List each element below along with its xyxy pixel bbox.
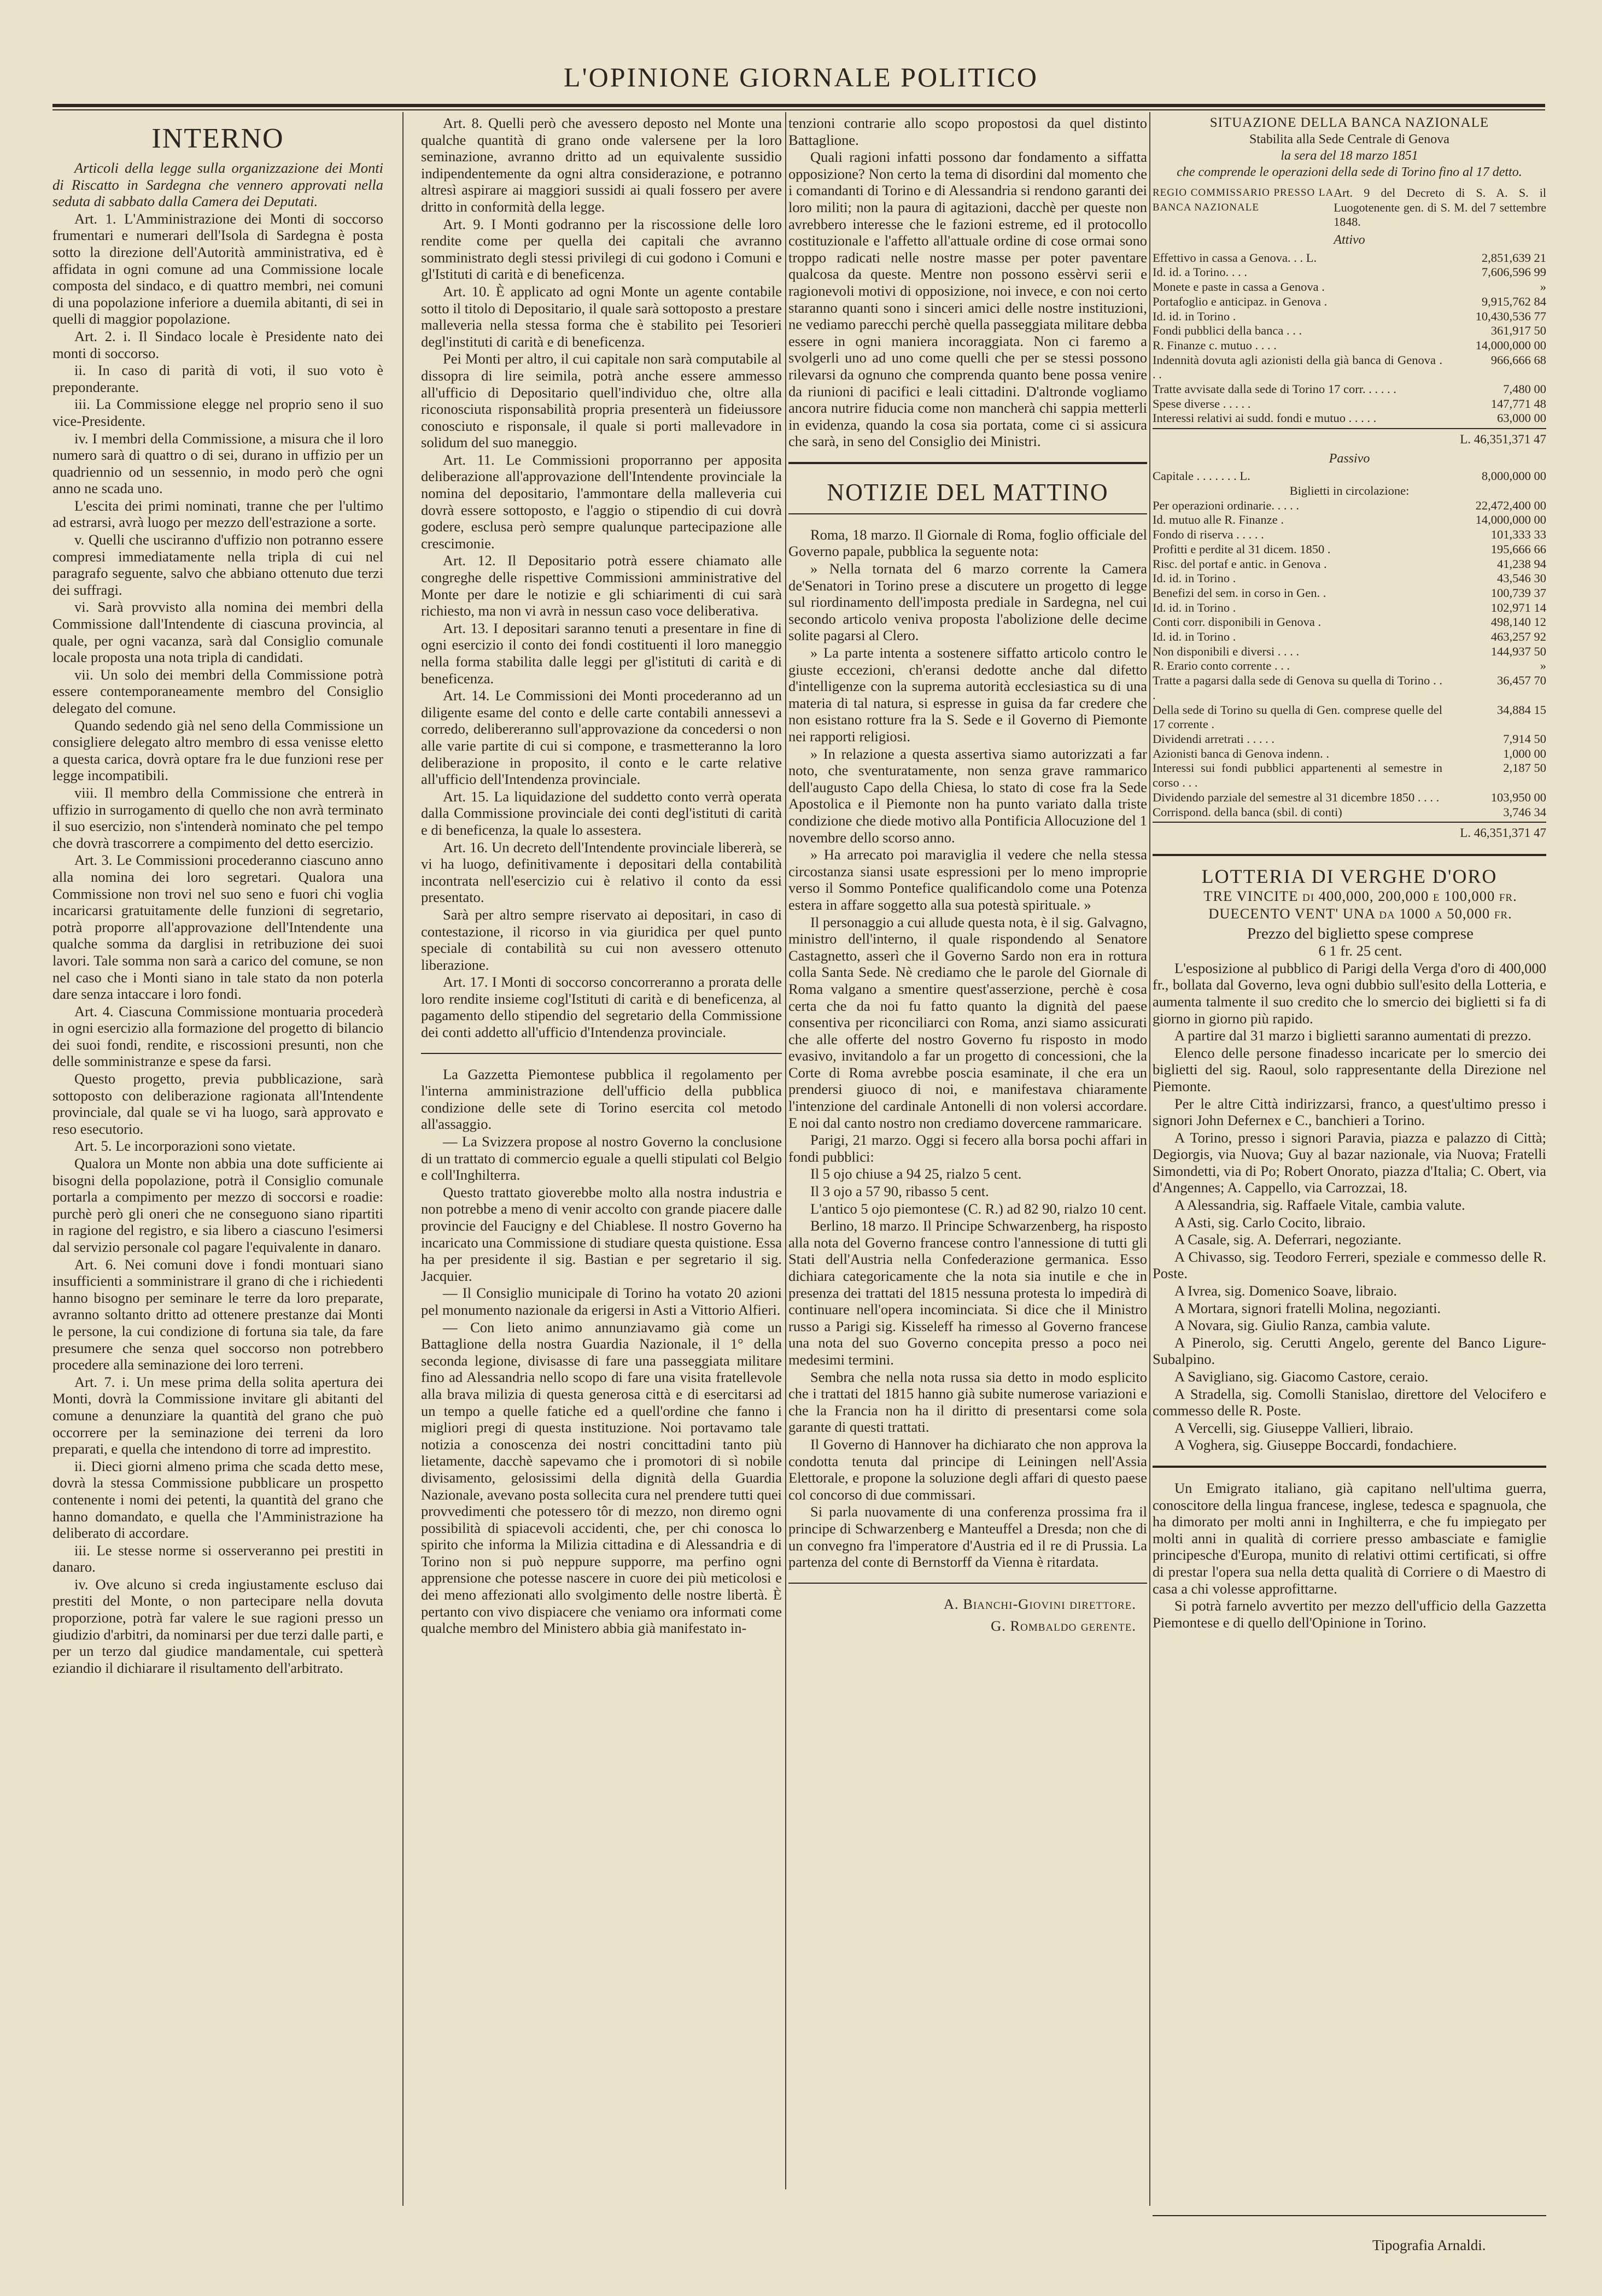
masthead-rule [52, 104, 1545, 107]
article-paragraph: iv. Ove alcuno si creda ingiustamente escluso dai prestiti del Monte, o non partecipare nella dovuta proporzione, potrà far valere le sue ragioni presso un giudizio d'arbitri, da nominarsi per due terzi dalle parti, e per un terzo dal giudice mandamentale, cui spetterà eziandio il dichiarare il risultamento dell'arbitrato. [52, 1575, 383, 1676]
row-value: 147,771 48 [1490, 396, 1546, 411]
lottery-price: Prezzo del biglietto spese comprese [1247, 924, 1474, 942]
row-label: Id. id. in Torino . [1153, 309, 1236, 323]
signature-director: A. Bianchi-Giovini direttore. [943, 1595, 1136, 1612]
lottery-price-value: 6 1 fr. 25 cent. [1318, 942, 1402, 959]
table-row [1153, 324, 1546, 338]
table-row [1153, 265, 1546, 280]
section-divider [788, 462, 1147, 464]
row-label: Indennità dovuta agli azionisti della già banca di Genova . . . [1153, 353, 1442, 382]
row-value: 41,238 94 [1497, 557, 1546, 571]
article-paragraph: vii. Un solo dei membri della Commissione potrà essere contemporaneamente membro del Consiglio delegato del comune. [52, 666, 383, 716]
news-paragraph: Sembra che nella nota russa sia detto in modo esplicito che i trattati del 1815 hanno già subite numerose variazioni e che la Francia non ha il diritto di presentarsi come sola garante di questi trattati. [788, 1368, 1147, 1436]
table-row [1153, 542, 1546, 557]
row-value: 7,480 00 [1503, 382, 1546, 396]
news-paragraph: Parigi, 21 marzo. Oggi si fecero alla borsa pochi affari in fondi pubblici: [788, 1132, 1147, 1165]
news-paragraph: — Con lieto animo annunziavamo già come un Battaglione della nostra Guardia Nazionale, il 1° della seconda legione, divisasse di fare una passeggiata militare fino ad Alessandria nello scopo di fare una visita fratellevole alla brava milizia di questa generosa città e di esercitarsi ad un tempo a quelle fatiche ed a quell'ordine che fanno i migliori pregi di questa instituzione. Noi portavamo tale notizia a conoscenza dei nostri concittadini tanto più lietamente, dacchè sapevamo che i promotori di sì nobile divisamento, gelosissimi della dignità della Guardia Nazionale, avevano posta sollecita cura nel prendere tutti quei provvedimenti che potessero tôr di mezzo, non diremo ogni possibilità di spiacevoli accidenti, che, per chi conosca lo spirito che informa la Milizia cittadina e di Alessandria e di Torino non si può neppure supporre, ma perfino ogni apprensione che potesse nascere in cuore dei più meticolosi e dei meno affezionati allo svolgimento delle nostre libertà. È pertanto con vivo dispiacere che veniamo ora informati come qualche membro del Ministero abbia già manifestato in- [421, 1319, 782, 1637]
row-label: Profitti e perdite al 31 dicem. 1850 . [1153, 542, 1331, 556]
column-divider [1149, 112, 1150, 2206]
article-paragraph: Art. 13. I depositari saranno tenuti a presentare in fine di ogni esercizio il conto dei fondi costituenti il loro maneggio nella forma stabilita dalle leggi per gl'istituti di carità e di beneficenza. [421, 619, 782, 687]
table-row [1153, 528, 1546, 542]
row-label: Non disponibili e diversi . . . . [1153, 644, 1300, 658]
table-row [1153, 513, 1546, 528]
row-label: Per operazioni ordinarie. . . . . [1153, 498, 1300, 512]
column-divider [785, 112, 786, 2189]
lottery-prizes-2: DUECENTO VENT' UNA da 1000 a 50,000 fr. [1208, 905, 1512, 922]
news-paragraph: Il 3 ojo a 57 90, ribasso 5 cent. [810, 1183, 989, 1200]
section-divider [1153, 854, 1546, 856]
article-paragraph: vi. Sarà provvisto alla nomina dei membri della Commissione dall'Intendente di ciascuna provincia, al quale, per ogni vacanza, sarà dal Consiglio comunale locale proposta una nota tripla di candidati. [52, 599, 383, 666]
row-value: 7,914 50 [1503, 731, 1546, 746]
news-paragraph: » Nella tornata del 6 marzo corrente la Camera de'Senatori in Torino prese a discutere un progetto di legge sul riordinamento dell'imposta prediale in Sardegna, nel cui secondo articolo veniva proposta l'abolizione delle decime solite pagarsi al Clero. [788, 560, 1147, 644]
article-paragraph: Art. 12. Il Depositario potrà essere chiamato alle congreghe delle rispettive Commissioni amministrative del Monte per dare le notizie e gli schiarimenti di cui sarà richiesto, ma non vi avrà in nessun caso voce deliberativa. [421, 552, 782, 619]
lottery-paragraph: A Pinerolo, sig. Cerutti Angelo, gerente del Banco Ligure-Subalpino. [1153, 1334, 1546, 1368]
row-label: Azionisti banca di Genova indenn. . [1153, 746, 1330, 760]
article-paragraph: Pei Monti per altro, il cui capitale non sarà computabile al dissopra di lire seimila, potrà anche essere ammesso all'ufficio di Depositario quell'individuo che, oltre alla riconosciuta risponsabilità propria presenterà un fideiussore conosciuto e risponsale, il quale si porti mallevadore in solidum del suo maneggio. [421, 350, 782, 451]
row-value: 100,739 37 [1490, 585, 1546, 600]
news-paragraph: » Ha arrecato poi maraviglia il vedere che nella stessa circostanza siansi usate espressioni per lo meno improprie verso il Sommo Pontefice qualificandolo come una Potenza estera in affare soggetto alla sua potestà spirituale. » [788, 846, 1147, 913]
row-label: Id. id. in Torino . [1153, 600, 1236, 614]
row-label: Fondi pubblici della banca . . . [1153, 324, 1302, 338]
masthead-rule-thin [52, 109, 1545, 110]
bank-title: SITUAZIONE DELLA BANCA NAZIONALE [1209, 115, 1489, 130]
article-paragraph: Art. 4. Ciascuna Commissione montuaria procederà in ogni esercizio alla formazione del progetto di bilancio dei suoi fondi, rendite, e riscossioni presunti, non che delle somministranze e spese da farsi. [52, 1003, 383, 1070]
article-paragraph: iv. I membri della Commissione, a misura che il loro numero sarà di quattro o di sei, durano in uffizio per un quadriennio od un sessennio, in modo però che ogni anno ne scada uno. [52, 430, 383, 497]
section-divider [788, 1583, 1147, 1584]
lottery-paragraph: L'esposizione al pubblico di Parigi della Verga d'oro di 400,000 fr., bollata dal Governo, leva ogni dubbio sull'esito della Lotteria, e aumenta talmente il suo credito che lo smercio dei biglietti si fa di giorno in giorno più rapido. [1153, 959, 1546, 1027]
column-4 [1153, 115, 1546, 2214]
article-paragraph: Art. 16. Un decreto dell'Intendente provinciale libererà, se vi ha luogo, definitivamente i depositari della contabilità incontrata nell'esercizio cui è relativo il conto da essi presentato. [421, 839, 782, 906]
advert-paragraph: Un Emigrato italiano, già capitano nell'ultima guerra, conoscitore della lingua francese, inglese, tedesca e spagnuola, che ha dimorato per molti anni in Inghilterra, e che fu impiegato per molti anni in qualità di corriere presso ambasciate e famiglie principesche d'Europa, munito di relativi ottimi certificati, si offre di prestar l'opera sua nella detta qualità di Corriere o di Maestro di casa a chi volesse approfittarne. [1153, 1479, 1546, 1597]
row-label: R. Erario conto corrente . . . [1153, 659, 1290, 673]
column-divider [402, 112, 404, 2206]
lottery-paragraph: A Mortara, signori fratelli Molina, negozianti. [1174, 1299, 1441, 1316]
lottery-paragraph: A Ivrea, sig. Domenico Soave, libraio. [1174, 1282, 1397, 1299]
table-row [1153, 557, 1546, 572]
commissioner-label: REGIO COMMISSARIO PRESSO LA BANCA NAZIONALE [1153, 187, 1334, 213]
news-paragraph: Roma, 18 marzo. Il Giornale di Roma, foglio officiale del Governo papale, pubblica la seguente nota: [788, 526, 1147, 560]
section-title-notizie: NOTIZIE DEL MATTINO [827, 478, 1109, 506]
table-row [1153, 382, 1546, 397]
passivo-label: Passivo [1329, 451, 1370, 466]
signature-manager: G. Rombaldo gerente. [991, 1618, 1136, 1635]
table-row [1153, 338, 1546, 353]
table-row [1153, 659, 1546, 673]
row-value: 966,666 68 [1490, 353, 1546, 367]
row-value: 43,546 30 [1497, 571, 1546, 585]
article-paragraph: ii. In caso di parità di voti, il suo voto è preponderante. [52, 362, 383, 395]
lottery-paragraph: A Chivasso, sig. Teodoro Ferreri, speziale e commesso delle R. Poste. [1153, 1248, 1546, 1282]
table-row [1153, 571, 1546, 586]
news-paragraph: Si parla nuovamente di una conferenza prossima fra il principe di Schwarzenberg e Manteuffel a Dresda; non che di un convegno fra l'imperatore d'Austria ed il re di Prussia. La partenza del conte di Bernstorff da Vienna è ritardata. [788, 1503, 1147, 1571]
row-value: 498,140 12 [1490, 615, 1546, 629]
row-label: Biglietti in circolazione: [1289, 484, 1410, 498]
row-label: Corrispond. della banca (sbil. di conti) [1153, 805, 1342, 819]
article-paragraph: Art. 15. La liquidazione del suddetto conto verrà operata dalla Commissione provinciale dei conti degl'istituti di carità e di beneficenza, la quale lo assestera. [421, 788, 782, 838]
table-row [1153, 499, 1546, 513]
table-row [1153, 353, 1546, 382]
row-label: Interessi sui fondi pubblici appartenenti al semestre in corso . . . [1153, 761, 1442, 790]
section-title-interno: INTERNO [151, 123, 284, 154]
row-value: 14,000,000 00 [1475, 338, 1546, 352]
row-label: Benefizi del sem. in corso in Gen. . [1153, 585, 1326, 600]
article-paragraph: iii. Le stesse norme si osserveranno pei prestiti in danaro. [52, 1542, 383, 1575]
news-paragraph: » La parte intenta a sostenere siffatto articolo contro le giuste eccezioni, ch'eransi dedotte anche dal difetto d'intelligenze con la suprema autorità ecclesiastica su di una materia di tal natura, si espresse in guisa da far credere che non esistano rotture fra la S. Sede e il Governo di Piemonte nei rapporti religiosi. [788, 645, 1147, 745]
table-row [1153, 251, 1546, 266]
row-value: 7,606,596 99 [1481, 265, 1546, 279]
row-label: Id. id. a Torino. . . . [1153, 265, 1247, 279]
article-paragraph: Art. 7. i. Un mese prima della solita apertura dei Monti, dovrà la Commissione invitare gli abitanti del comune a denunziare la quantità del grano che può occorrere per la seminazione dei terreni da loro preparati, e quella che intendono di torre ad imprestito. [52, 1373, 383, 1457]
article-paragraph: Qualora un Monte non abbia una dote sufficiente ai bisogni della popolazione, potrà il Consiglio comunale portarla a compimento per mezzo di soccorsi e roadie: purchè però gli oneri che ne conseguono siano ripartiti in ragione del registro, e sia libero a ciascuno l'esimersi dal servizio personale col pagare l'equivalente in danaro. [52, 1155, 383, 1255]
lottery-paragraph: A Torino, presso i signori Paravia, piazza e palazzo di Città; Degiorgis, via Nuova; Guy al bazar nazionale, via Nuova; Fratelli Simondetti, via di Po; Robert Onorato, piazza d'Italia; C. Obert, via d'Angennes; A. Cappello, via Carrozzai, 18. [1153, 1129, 1546, 1196]
lottery-paragraph: Per le altre Città indirizzarsi, franco, a quest'ultimo presso i signori John Defernex e C., banchieri a Torino. [1153, 1095, 1546, 1129]
row-value: » [1540, 659, 1546, 673]
table-row [1153, 790, 1546, 805]
row-value: 34,884 15 [1497, 702, 1546, 717]
law-intro: Articoli della legge sulla organizzazione dei Monti di Riscatto in Sardegna che vennero approvati nella seduta di sabbato dalla Camera dei Deputati. [52, 160, 383, 210]
lottery-paragraph: Elenco delle persone finadesso incaricate per lo smercio dei biglietti del sig. Raoul, solo rappresentante della Direzione nel Piemonte. [1153, 1044, 1546, 1094]
news-paragraph: L'antico 5 ojo piemontese (C. R.) ad 82 90, rialzo 10 cent. [810, 1200, 1147, 1217]
article-paragraph: Art. 3. Le Commissioni procederanno ciascuno anno alla nomina dei loro segretari. Qualora una Commissione non trovi nel suo seno e fuori chi voglia incaricarsi gratuitamente delle funzioni di segretario, potrà proporre all'approvazione dell'Intendente una qualche somma da darglisi in retribuzione dei suoi lavori. Tale somma non sarà a carico del comune, se non nel caso che i Monti siano in tale stato da non poterla dare senza intaccare i loro fondi. [52, 852, 383, 1003]
article-paragraph: Sarà per altro sempre riservato ai depositari, in caso di contestazione, il ricorso in via giuridica per quel punto speciale di contabilità su cui non avessero ottenuto liberazione. [421, 906, 782, 973]
lottery-paragraph: A Savigliano, sig. Giacomo Castore, ceraio. [1174, 1368, 1429, 1385]
article-paragraph: Art. 14. Le Commissioni dei Monti procederanno ad un diligente esame del conto e delle carte contabili annessevi a corredo, delibereranno sull'approvazione da concedersi o non alle varie partite di cui si compone, e trasmetteranno la loro deliberazione in proposito, il conto e le carte relative all'ufficio dell'Intendenza provinciale. [421, 687, 782, 788]
row-label: Id. id. in Torino . [1153, 630, 1236, 644]
article-paragraph: Art. 1. L'Amministrazione dei Monti di soccorso frumentari e numerari dell'Isola di Sardegna è posta sotto la direzione dell'Autorità amministrativa, ed è affidata in ogni comune ad una Commissione locale composta del sindaco, e di quattro membri, nei comuni di una popolazione inferiore a duemila abitanti, di sei in quelli di maggior popolazione. [52, 210, 383, 327]
row-label: Id. id. in Torino . [1153, 571, 1236, 585]
row-value: 144,937 50 [1490, 644, 1546, 658]
lottery-prizes: TRE VINCITE di 400,000, 200,000 e 100,000 fr. [1203, 888, 1517, 905]
column-2 [421, 115, 782, 2181]
lottery-paragraph: A Alessandria, sig. Raffaele Vitale, cambia valute. [1174, 1197, 1465, 1214]
row-value: 9,915,762 84 [1481, 294, 1546, 308]
row-value: 1,000 00 [1503, 746, 1546, 760]
article-paragraph: Art. 5. Le incorporazioni sono vietate. [74, 1138, 296, 1155]
row-label: Capitale . . . . . . . L. [1153, 469, 1250, 483]
news-paragraph: Berlino, 18 marzo. Il Principe Schwarzenberg, ha risposto alla nota del Governo francese contro l'annessione di tutti gli Stati dell'Austria nella Confederazione germanica. Esso dichiara categoricamente che la nota sia inutile e che in presenza dei trattati del 1815 nessuna protesta lo impedirà di continuare nell'opera incominciata. Si dice che il Ministro russo a Parigi sig. Kisseleff ha rimesso al Governo francese una nota del suo Governo concepita presso a poco nei medesimi termini. [788, 1217, 1147, 1368]
row-value: 63,000 00 [1497, 411, 1546, 425]
article-paragraph: Questo progetto, previa pubblicazione, sarà sottoposto con deliberazione ragionata all'Intendente provinciale, dal quale se vi ha luogo, sarà approvato e reso esecutorio. [52, 1070, 383, 1137]
row-value: 2,851,639 21 [1481, 250, 1546, 265]
row-value: 36,457 70 [1497, 673, 1546, 688]
article-paragraph: v. Quelli che usciranno d'uffizio non potranno essere compresi immediatamente nella tripla di cui nel paragrafo seguente, salvo che abbiano ottenuto due terzi dei suffragi. [52, 531, 383, 598]
row-label: Tratte avvisate dalla sede di Torino 17 corr. . . . . . [1153, 382, 1396, 396]
bank-commissioner [1153, 186, 1546, 230]
article-paragraph: L'escita dei primi nominati, tranne che per l'ultimo ad estrarsi, avrà luogo per mezzo dell'estrazione a sorte. [52, 497, 383, 531]
attivo-label: Attivo [1334, 233, 1365, 248]
row-label: Conti corr. disponibili in Genova . [1153, 615, 1322, 629]
passivo-table [1153, 469, 1546, 819]
commissioner-decree: Art. 9 del Decreto di S. A. S. il Luogotenente gen. di S. M. del 7 settembre 1848. [1334, 186, 1546, 229]
row-value: 8,000,000 00 [1481, 469, 1546, 483]
row-label: Dividendo parziale del semestre al 31 dicembre 1850 . . . . [1153, 790, 1440, 804]
news-paragraph: Il Governo di Hannover ha dichiarato che non approva la condotta tenuta dal principe di Leiningen nell'Assia Elettorale, e propone la soluzione degli affari di questo paese col concorso di due commissari. [788, 1436, 1147, 1503]
table-row [1153, 280, 1546, 295]
article-paragraph: Art. 17. I Monti di soccorso concorreranno a prorata delle loro rendite insieme cogl'Istituti di carità e di beneficenza, al pagamento dello stipendio del segretario della Commissione dei conti addetto all'ufficio d'Intendenza provinciale. [421, 974, 782, 1041]
news-paragraph: Il 5 ojo chiuse a 94 25, rialzo 5 cent. [810, 1165, 1022, 1182]
lottery-paragraph: A Novara, sig. Giulio Ranza, cambia valute. [1174, 1317, 1431, 1334]
lottery-title: LOTTERIA DI VERGHE D'ORO [1201, 865, 1498, 887]
row-label: Fondo di riserva . . . . . [1153, 528, 1264, 542]
bank-subtitle: Stabilita alla Sede Centrale di Genova [1249, 132, 1449, 147]
table-row [1153, 615, 1546, 630]
passivo-total: L. 46,351,371 47 [1153, 822, 1546, 842]
article-paragraph: Art. 9. I Monti godranno per la riscossione delle loro rendite come per quella dei capitali che avranno somministrato degli stessi privilegi di cui godono i Comuni e gl'Istituti di carità e di beneficenza. [421, 215, 782, 283]
row-label: Risc. del portaf e antic. in Genova . [1153, 557, 1327, 571]
row-value: 102,971 14 [1490, 600, 1546, 614]
table-row [1153, 484, 1546, 499]
news-paragraph: Questo trattato gioverebbe molto alla nostra industria e non potrebbe a meno di venir accolto con grande piacere dalle provincie del Faucigny e del Chiablese. Il nostro Governo ha incaricato una Commissione di studiare questa quistione. Essa ha per presidente il sig. Bastian e per segretario il sig. Jacquier. [421, 1184, 782, 1284]
news-paragraph: Il personaggio a cui allude questa nota, è il sig. Galvagno, ministro dell'interno, il quale rispondendo al Senatore Castagnetto, asserì che il Governo Sardo non era in rottura colla Santa Sede. Nè crediamo che le parole del Giornale di Roma valgano a smentire quest'asserzione, perchè è cosa certa che da noi fu fatto quanto la dignità del paese consentiva per riconciliarci con Roma, anzi siamo assicurati che alle offerte del nostro Governo fu risposto in modo evasivo, invitandolo a far un progetto di concessioni, che la Corte di Roma avrebbe poscia esaminate, il che era un prendersi giuoco di noi, e manifestava chiaramente l'intenzione del cardinale Antonelli di non volersi accordare. E noi dal canto nostro non crediamo dovercene rammaricare. [788, 913, 1147, 1131]
lottery-paragraph: A Casale, sig. A. Deferrari, negoziante. [1174, 1231, 1402, 1248]
attivo-total: L. 46,351,371 47 [1153, 428, 1546, 448]
lottery-paragraph: A Vercelli, sig. Giuseppe Vallieri, libraio. [1174, 1419, 1413, 1436]
row-label: Monete e paste in cassa a Genova . [1153, 280, 1325, 294]
row-label: Effettivo in cassa a Genova. . . L. [1153, 250, 1317, 265]
table-row [1153, 411, 1546, 426]
article-paragraph: iii. La Commissione elegge nel proprio seno il suo vice-Presidente. [52, 396, 383, 429]
lottery-paragraph: A Stradella, sig. Comolli Stanislao, direttore del Velocifero e commesso delle R. Poste. [1153, 1385, 1546, 1419]
row-label: Dividendi arretrati . . . . . [1153, 731, 1275, 746]
news-paragraph: » In relazione a questa assertiva siamo autorizzati a far noto, che sventuratamente, non senza grave rammarico dell'augusto Capo della Chiesa, lo stato di cose fra la Sede Apostolica e il Piemonte non ha punto variato dalla triste condizione che diede motivo alla Pontificia Allocuzione del 1 novembre dello scorso anno. [788, 745, 1147, 846]
column-1 [52, 115, 383, 2209]
news-paragraph: Quali ragioni infatti possono dar fondamento a siffatta opposizione? Non certo la tema di disordini dal momento che i comandanti di Torino e di Alessandria si rendono garanti dei loro militi; non la paura di agitazioni, dacchè per queste non avrebbero interesse che le fazioni estreme, ed il protocollo costituzionale e l'affetto all'attuale ordine di cose ormai sono troppo radicati nelle nostre masse per poter paventare qualcosa da queste. Mentre non possono essèrvi serii e ragionevoli motivi di opposizione, noi invece, e con noi certo staranno quanti sono i sinceri amici delle nostre instituzioni, ne vediamo parecchi perchè quella passeggiata militare debba essere in ogni maniera incoraggiata. Non ci faremo a svolgerli uno ad uno come quelli che per se stessi possono rilevarsi da ognuno che comprenda quanto bene possa venire da riunioni di pacifici e leali cittadini. D'altronde vogliamo ancora nutrire fiducia come non mancherà chi sappia metterli in evidenza, quando la cosa sia portata, come ci si assicura che sarà, in seno del Consiglio dei Ministri. [788, 149, 1147, 450]
row-value: 2,187 50 [1503, 761, 1546, 775]
table-row [1153, 703, 1546, 732]
table-row [1153, 586, 1546, 601]
row-label: Portafoglio e anticipaz. in Genova . [1153, 294, 1328, 308]
lottery-paragraph: A partire dal 31 marzo i biglietti saranno aumentati di prezzo. [1174, 1027, 1531, 1044]
article-paragraph: Quando sedendo già nel seno della Commissione un consigliere delegato altro membro di essa venisse eletto a questa carica, dovrà optare fra le due funzioni rese per legge incompatibili. [52, 717, 383, 784]
lottery-paragraph: A Asti, sig. Carlo Cocito, libraio. [1174, 1214, 1366, 1231]
section-divider [421, 1053, 782, 1054]
bank-date: la sera del 18 marzo 1851 [1281, 149, 1418, 163]
column-3 [788, 115, 1147, 2181]
article-paragraph: ii. Dieci giorni almeno prima che scada detto mese, dovrà la stessa Commissione pubblicare un prospetto contenente i nomi dei petenti, la quantità del grano che hanno domandato, e quella che l'Amministrazione ha deliberato di accordare. [52, 1457, 383, 1542]
row-label: Id. mutuo alle R. Finanze . [1153, 513, 1284, 527]
article-paragraph: Art. 6. Nei comuni dove i fondi montuari siano insufficienti a somministrare il grano di che i richiedenti hanno bisogno per seminare le terre da loro preparate, avranno soltanto dritto ad ottenere prestanze dai Monti le persone, la cui condizione di fortuna sia tale, da fare presumere che senza quel soccorso non potrebbero procedere alla seminazione dei loro terreni. [52, 1256, 383, 1373]
row-value: 10,430,536 77 [1475, 309, 1546, 323]
printer-credit: Tipografia Arnaldi. [1372, 2237, 1486, 2253]
table-row [1153, 732, 1546, 747]
lottery-paragraph: A Voghera, sig. Giuseppe Boccardi, fondachiere. [1174, 1437, 1457, 1454]
article-paragraph: Art. 2. i. Il Sindaco locale è Presidente nato dei monti di soccorso. [52, 327, 383, 361]
row-value: 463,257 92 [1490, 630, 1546, 644]
news-paragraph: tenzioni contrarie allo scopo propostosi da quel distinto Battaglione. [788, 115, 1147, 148]
news-paragraph: — Il Consiglio municipale di Torino ha votato 20 azioni pel monumento nazionale da erigersi in Asti a Vittorio Alfieri. [421, 1285, 782, 1318]
article-paragraph: Art. 11. Le Commissioni proporranno per apposita deliberazione all'approvazione dell'Intendente provinciale la nomina del depositario, l'ammontare della malleveria cui dovrà essere sottoposto, e l'aggio o stipendio di cui dovrà godere, esclusa però sempre qualunque partecipazione alle crescimonie. [421, 451, 782, 552]
masthead: L'OPINIONE GIORNALE POLITICO [564, 62, 1038, 92]
table-row [1153, 761, 1546, 790]
advert-paragraph: Si potrà farnelo avvertito per mezzo dell'ufficio della Gazzetta Piemontese e di quello dell'Opinione in Torino. [1153, 1597, 1546, 1631]
article-paragraph: viii. Il membro della Commissione che entrerà in uffizio in surrogamento di quello che non avrà terminato il suo esercizio, non s'intenderà nominato che pel tempo che dovrà trascorrere a compimento del detto esercizio. [52, 784, 383, 851]
table-row [1153, 747, 1546, 762]
bank-scope: che comprende le operazioni della sede di Torino fino al 17 detto. [1177, 165, 1522, 179]
row-value: 361,917 50 [1490, 324, 1546, 338]
row-value: 101,333 33 [1490, 528, 1546, 542]
row-value: 22,472,400 00 [1475, 498, 1546, 512]
table-row [1153, 309, 1546, 324]
row-value: 3,746 34 [1503, 805, 1546, 819]
row-label: Tratte a pagarsi dalla sede di Genova su quella di Torino . . . [1153, 673, 1442, 702]
table-row [1153, 645, 1546, 659]
table-row [1153, 469, 1546, 484]
attivo-table [1153, 251, 1546, 426]
article-paragraph: Art. 8. Quelli però che avessero deposto nel Monte una qualche quantità di grano onde valersene per la loro seminazione, avranno dritto ad un equivalente sussidio indipendentemente da ogni altra considerazione, e potranno altresì aspirare ai maggiori sussidi ai quali fossero per avere dritto in conformità della legge. [421, 115, 782, 215]
row-label: R. Finanze c. mutuo . . . . [1153, 338, 1277, 352]
row-value: 14,000,000 00 [1475, 513, 1546, 527]
table-row [1153, 295, 1546, 309]
row-value: » [1540, 280, 1546, 294]
row-label: Spese diverse . . . . . [1153, 396, 1251, 411]
table-row [1153, 805, 1546, 820]
table-row [1153, 673, 1546, 702]
bank-report-header [1153, 115, 1546, 180]
footer-rule [1153, 2215, 1546, 2216]
table-row [1153, 397, 1546, 412]
table-row [1153, 630, 1546, 645]
section-divider [1153, 1466, 1546, 1468]
row-label: Interessi relativi ai sudd. fondi e mutuo . . . . . [1153, 411, 1377, 425]
news-paragraph: — La Svizzera propose al nostro Governo la conclusione di un trattato di commercio eguale a quelli stipulati col Belgio e coll'Inghilterra. [421, 1133, 782, 1184]
table-row [1153, 601, 1546, 616]
row-value: 103,950 00 [1490, 790, 1546, 804]
row-label: Della sede di Torino su quella di Gen. comprese quelle del 17 corrente . [1153, 702, 1442, 731]
row-value: 195,666 66 [1490, 542, 1546, 556]
news-paragraph: La Gazzetta Piemontese pubblica il regolamento per l'interna amministrazione dell'ufficio della pubblica condizione delle sete di Torino esercita col metodo all'assaggio. [421, 1065, 782, 1133]
article-paragraph: Art. 10. È applicato ad ogni Monte un agente contabile sotto il titolo di Depositario, il quale sarà sottoposto a prestare malleveria nella stessa forma che è stabilito pei Tesorieri degl'instituti di carità e di beneficenza. [421, 283, 782, 350]
section-divider [788, 513, 1147, 514]
